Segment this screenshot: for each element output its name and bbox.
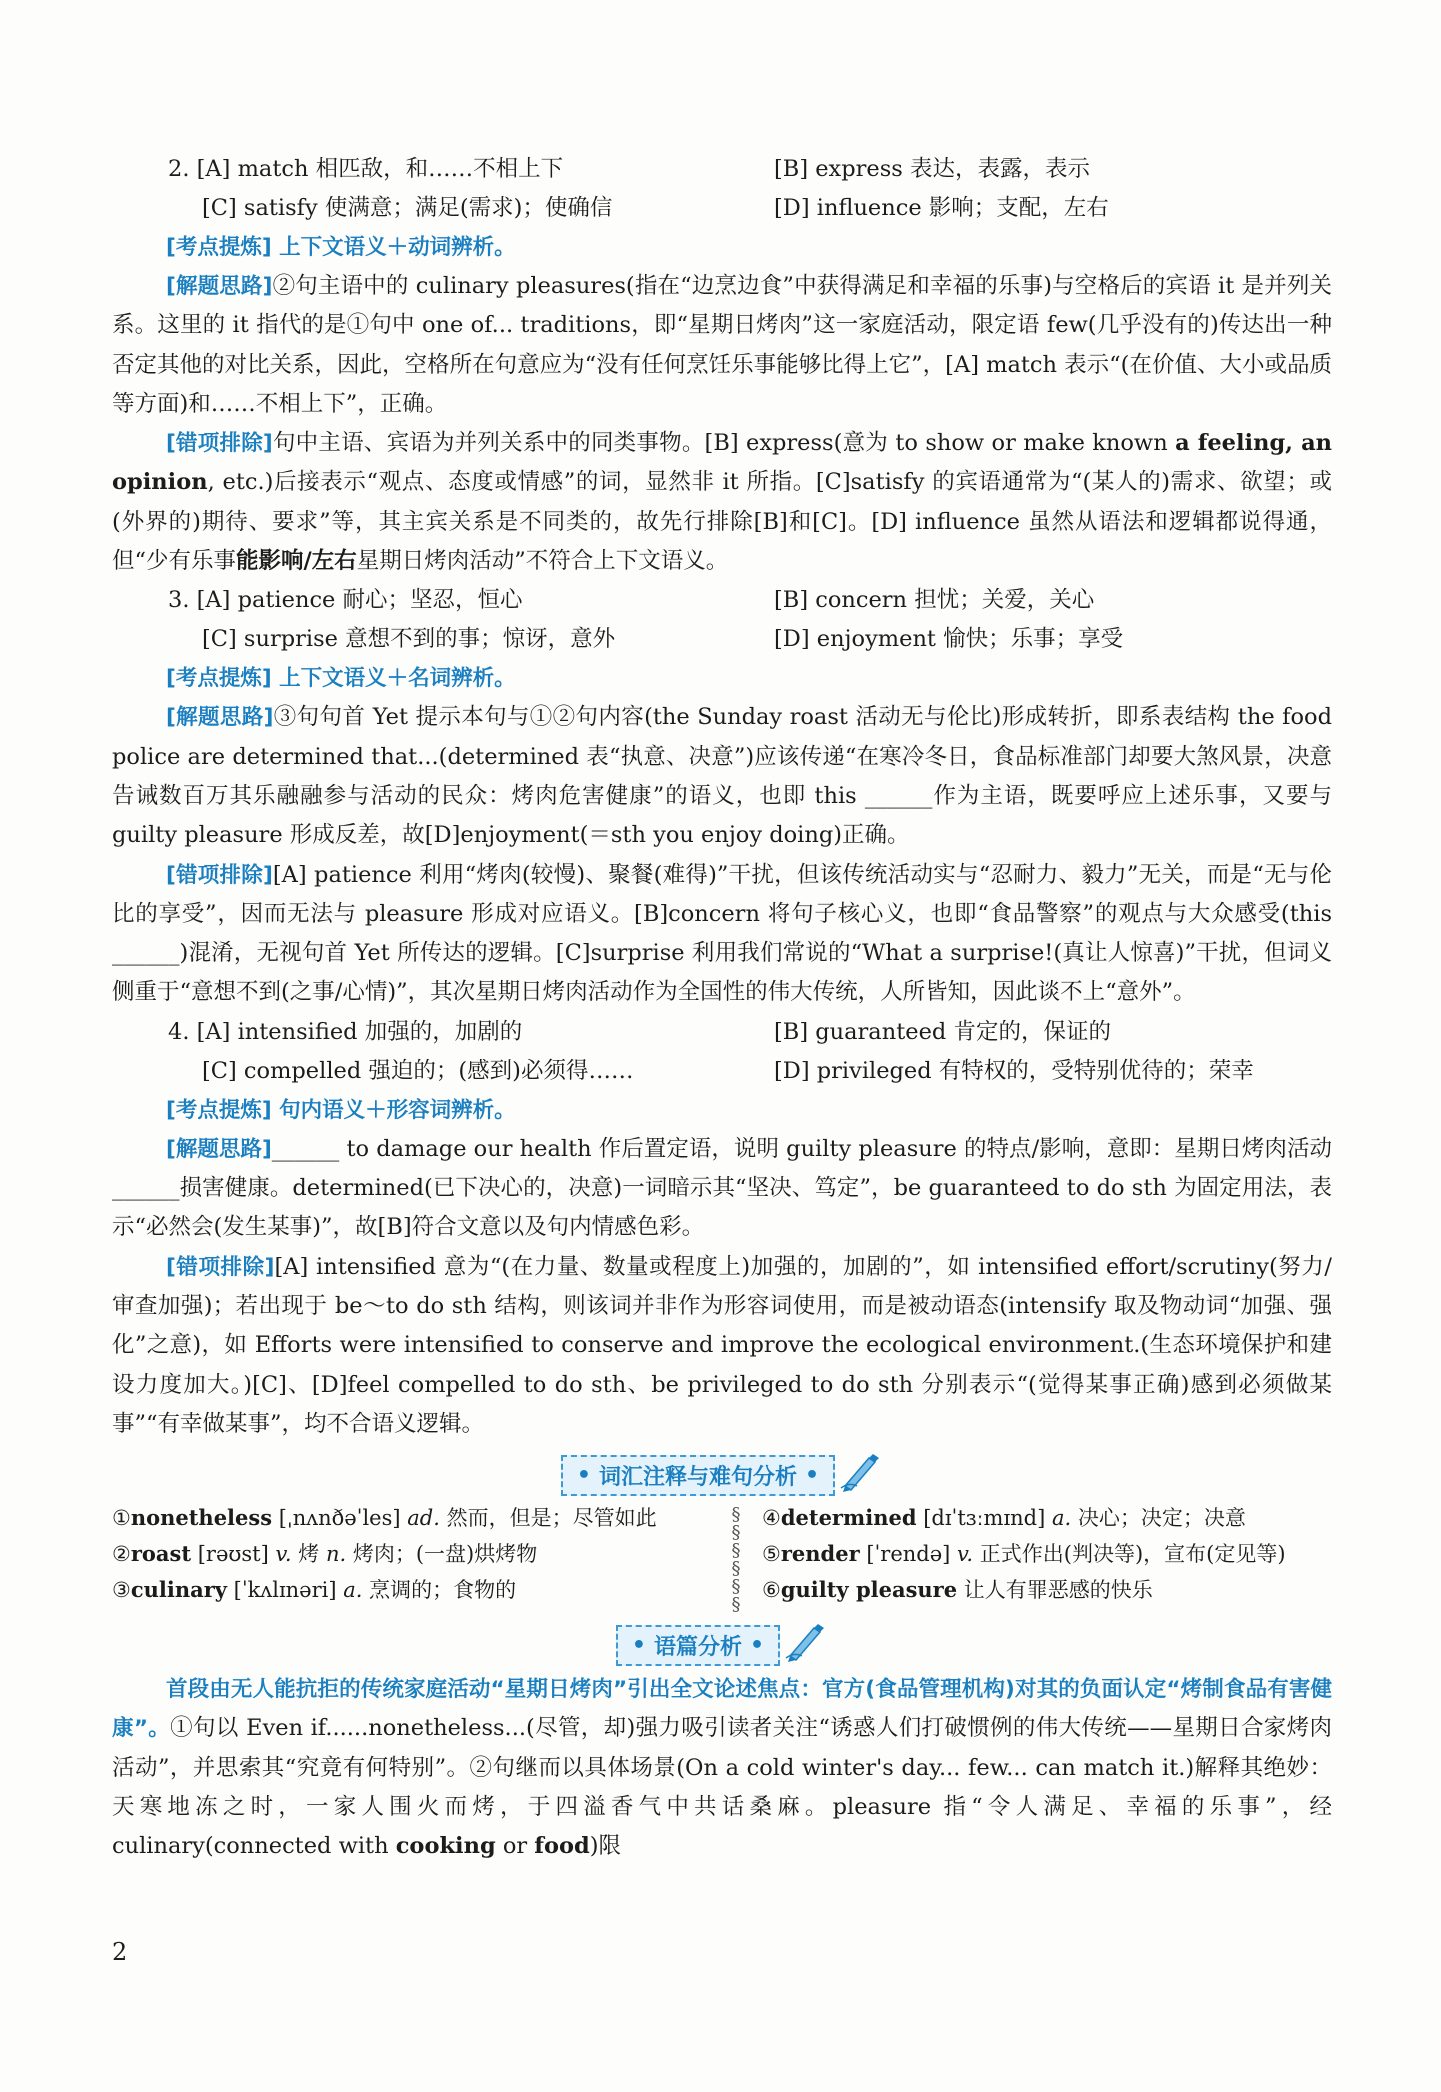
vocab-item: ⑥guilty pleasure 让人有罪恶感的快乐	[762, 1577, 1153, 1603]
q4-cuoxiang-tag: [错项排除]	[166, 1254, 275, 1280]
q3-options-row2	[112, 620, 1332, 659]
q2-cuoxiang-text2: , etc.)后接表示“观点、态度或情感”的词，显然非 it 所指。[C]satisfy 的宾语通常为“(某人的)需求、欲望；或(外界的)期待、要求”等，其主宾关系是不同类的，故先行排除[B]和[C]。[D] influence 虽然从语法和逻辑都说得通，但“少有乐事	[112, 469, 1332, 575]
pen-icon	[839, 1452, 883, 1498]
wavy-divider: § § § § § §	[731, 1504, 741, 1616]
q2-cuoxiang-bold: a feeling, an opinion	[112, 430, 1333, 496]
q2-cuoxiang	[112, 424, 1332, 581]
q4-option-c: [C] compelled 强迫的；(感到)必须得……	[202, 1057, 634, 1084]
pen-icon	[784, 1622, 828, 1668]
q2-option-b: [B] express 表达，表露，表示	[774, 156, 1090, 182]
q3-jieti-text: ③句句首 Yet 提示本句与①②句内容(the Sunday roast 活动无与伦比)形成转折，即系表结构 the food police are determined that...(determined 表“执意、决意”)应该传递“在寒冷冬日，食品标准部门却要大煞风景，决意告诫数百万其乐融融参与活动的民众：烤肉危害健康”的语义，也即 this ______作为主语，既要呼应上述乐事，又要与 guilty pleasure 形成反差，故[D]enjoyment(＝sth you enjoy doing)正确。	[112, 704, 1332, 849]
vocab-left-column	[112, 1500, 710, 1614]
q2-kaodian: [考点提炼] 上下文语义＋动词辨析。	[166, 235, 516, 260]
q4-options-row2	[112, 1052, 1332, 1091]
page-body	[112, 150, 1332, 1867]
q2-jieti	[112, 267, 1332, 424]
q3-kaodian: [考点提炼] 上下文语义＋名词辨析。	[166, 666, 516, 692]
page-number: 2	[112, 1938, 128, 1966]
q4-option-b: [B] guaranteed 肯定的，保证的	[774, 1018, 1111, 1045]
q4-options-row1	[112, 1013, 1332, 1052]
q2-option-d: [D] influence 影响；支配，左右	[774, 195, 1109, 221]
q4-jieti-text: ______ to damage our health 作后置定语，说明 guilty pleasure 的特点/影响，意即：星期日烤肉活动______损害健康。determined(已下决心的，决意)一词暗示其“坚决、笃定”，be guaranteed to do sth 为固定用法，表示“必然会(发生某事)”，故[B]符合文意以及句内情感色彩。	[112, 1135, 1332, 1241]
q3-option-a: 3. [A] patience 耐心；坚忍，恒心	[168, 587, 523, 614]
q3-cuoxiang-text: [A] patience 利用“烤肉(较慢)、聚餐(难得)”干扰，但该传统活动实与“忍耐力、毅力”无关，而是“无与伦比的享受”，因而无法与 pleasure 形成对应语义。[B]concern 将句子核心义，也即“食品警察”的观点与大众感受(this ______)混淆，无视句首 Yet 所传达的逻辑。[C]surprise 利用我们常说的“What a surprise!(真让人惊喜)”干扰，但词义侧重于“意想不到(之事/心情)”，其次星期日烤肉活动作为全国性的伟大传统，人所皆知，因此谈不上“意外”。	[112, 861, 1333, 1006]
vocab-item: ⑤render [ˈrendə] v. 正式作出(判决等)，宣布(定见等)	[762, 1541, 1286, 1567]
q3-option-b: [B] concern 担忧；关爱，关心	[774, 587, 1095, 614]
vocab-list	[112, 1500, 1332, 1614]
q3-jieti	[112, 698, 1332, 855]
vocab-title: 词汇注释与难句分析	[598, 1464, 797, 1490]
vocab-right-column	[762, 1500, 1332, 1614]
q3-cuoxiang	[112, 856, 1332, 1013]
q2-jieti-tag: [解题思路]	[166, 274, 273, 299]
vocab-item: ③culinary [ˈkʌlɪnəri] a. 烹调的；食物的	[112, 1577, 517, 1603]
q2-cuoxiang-bold2: 能影响/左右	[236, 548, 357, 575]
q2-option-a: 2. [A] match 相匹敌，和……不相上下	[168, 156, 564, 182]
q3-jieti-tag: [解题思路]	[166, 705, 274, 731]
passage-title-box: • 语篇分析 •	[616, 1625, 780, 1666]
q2-options-row1	[112, 150, 1332, 189]
q4-option-a: 4. [A] intensified 加强的，加剧的	[168, 1018, 523, 1045]
q3-option-c: [C] surprise 意想不到的事；惊讶，意外	[202, 626, 616, 653]
passage-title: 语篇分析	[653, 1634, 742, 1660]
q2-cuoxiang-text1: 句中主语、宾语为并列关系中的同类事物。[B] express(意为 to show or make known	[272, 430, 1176, 457]
vocab-item: ④determined [dɪˈtɜːmɪnd] a. 决心；决定；决意	[762, 1505, 1246, 1531]
q4-jieti-tag: [解题思路]	[166, 1136, 272, 1162]
passage-section-header	[112, 1624, 1332, 1666]
q2-option-c: [C] satisfy 使满意；满足(需求)；使确信	[202, 195, 613, 221]
vocab-item: ②roast [rəʊst] v. 烤 n. 烤肉；(一盘)烘烤物	[112, 1541, 538, 1567]
vocab-item: ①nonetheless [ˌnʌnðəˈles] ad. 然而，但是；尽管如此	[112, 1505, 657, 1531]
q2-options-row2	[112, 189, 1332, 228]
vocab-section-header	[112, 1454, 1332, 1496]
q2-jieti-text: ②句主语中的 culinary pleasures(指在“边烹边食”中获得满足和幸福的乐事)与空格后的宾语 it 是并列关系。这里的 it 指代的是①句中 one of... traditions，即“星期日烤肉”这一家庭活动，限定语 few(几乎没有的)传达出一种否定其他的对比关系，因此，空格所在句意应为“没有任何烹饪乐事能够比得上它”，[A] match 表示“(在价值、大小或品质等方面)和……不相上下”，正确。	[112, 273, 1333, 417]
q4-cuoxiang	[112, 1248, 1332, 1444]
q4-jieti	[112, 1130, 1332, 1248]
q3-cuoxiang-tag: [错项排除]	[166, 862, 273, 888]
passage-focus-text: 首段由无人能抗拒的传统家庭活动“星期日烤肉”引出全文论述焦点：官方(食品管理机构)对其的负面认定“烤制食品有害健康”。	[112, 1677, 1332, 1742]
q4-cuoxiang-text: [A] intensified 意为“(在力量、数量或程度上)加强的，加剧的”，如 intensified effort/scrutiny(努力/审查加强)；若出现于 be～to do sth 结构，则该词并非作为形容词使用，而是被动语态(intensify 取及物动词“加强、强化”之意)，如 Efforts were intensified to conserve and improve the ecological environment.(生态环境保护和建设力度加大。)[C]、[D]feel compelled to do sth、be privileged to do sth 分别表示“(觉得某事正确)感到必须做某事”“有幸做某事”，均不合语义逻辑。	[112, 1253, 1332, 1437]
q3-options-row1	[112, 581, 1332, 620]
q2-cuoxiang-text3: 星期日烤肉活动”不符合上下文语义。	[356, 548, 729, 575]
passage-analysis: 首段由无人能抗拒的传统家庭活动“星期日烤肉”引出全文论述焦点：官方(食品管理机构)对其的负面认定“烤制食品有害健康”。①句以 Even if......nonetheless...(尽管，却)强力吸引读者关注“诱惑人们打破惯例的伟大传统——星期日合家烤肉活动”，并思索其“究竟有何特别”。②句继而以具体场景(On a cold winter's day... few... can match it.)解释其绝妙：天寒地冻之时，一家人围火而烤，于四溢香气中共话桑麻。pleasure 指“令人满足、幸福的乐事”，经 culinary(connected with cooking or food)限	[112, 1677, 1332, 1860]
q3-option-d: [D] enjoyment 愉快；乐事；享受	[774, 626, 1124, 653]
vocab-title-box: • 词汇注释与难句分析 •	[561, 1455, 835, 1496]
q4-option-d: [D] privileged 有特权的，受特别优待的；荣幸	[774, 1057, 1254, 1084]
q2-cuoxiang-tag: [错项排除]	[166, 431, 273, 457]
q4-kaodian: [考点提炼] 句内语义＋形容词辨析。	[166, 1097, 516, 1123]
